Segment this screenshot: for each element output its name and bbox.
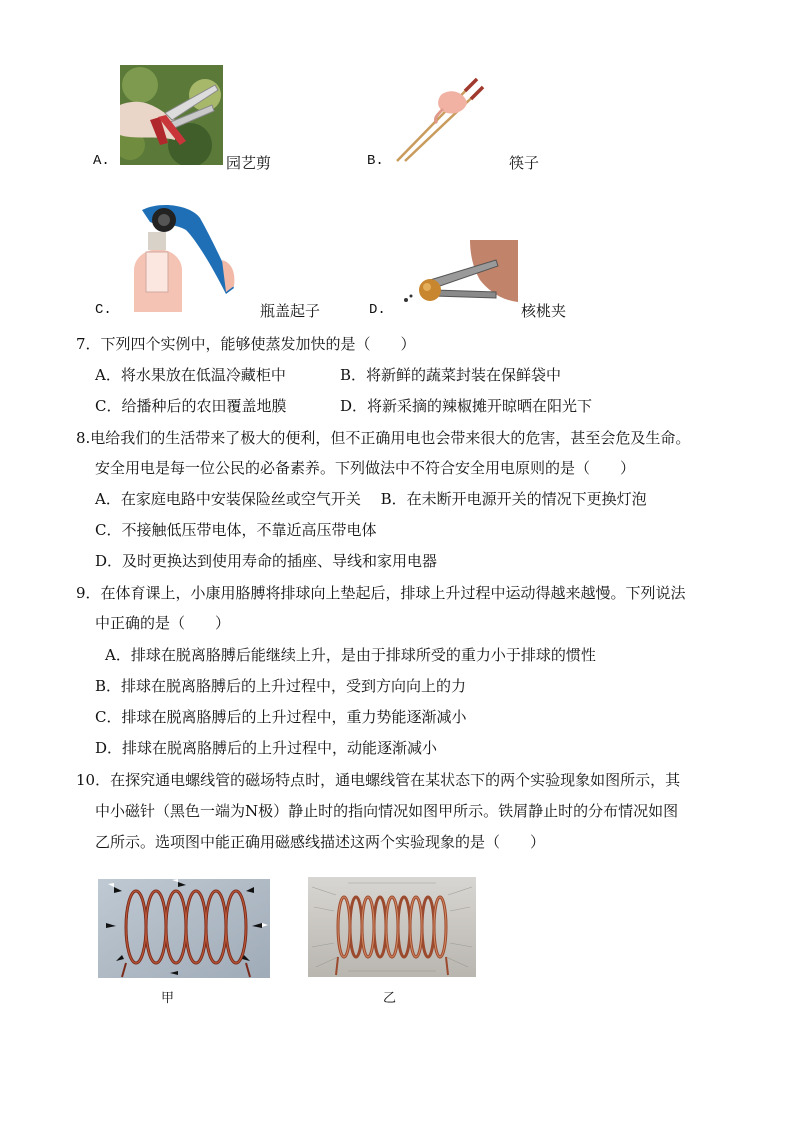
- figure-yi-label: 乙: [383, 991, 397, 1006]
- q7-option-d: D．将新采摘的辣椒摊开晾晒在阳光下: [340, 397, 593, 415]
- q7-option-b: B．将新鲜的蔬菜封装在保鲜袋中: [340, 366, 562, 384]
- chopsticks-image: [393, 73, 485, 163]
- q10-stem-line3: 乙所示。选项图中能正确用磁感线描述这两个实验现象的是（ ）: [95, 833, 546, 851]
- q7-stem: 7．下列四个实例中，能够使蒸发加快的是（ ）: [76, 335, 416, 353]
- nutcracker-image: [400, 240, 518, 308]
- q8-stem-line2: 安全用电是每一位公民的必备素养。下列做法中不符合安全用电原则的是（ ）: [95, 459, 636, 477]
- q7-option-c: C．给播种后的农田覆盖地膜: [95, 397, 287, 415]
- bottle-opener-image: [122, 200, 238, 312]
- q9-option-d: D．排球在脱离胳膊后的上升过程中，动能逐渐减小: [95, 739, 438, 757]
- figure-jia-label: 甲: [161, 991, 175, 1006]
- q9-stem-line2: 中正确的是（ ）: [95, 614, 231, 632]
- option-c-letter: C.: [95, 302, 112, 318]
- option-a-letter: A.: [93, 153, 110, 169]
- option-c-caption: 瓶盖起子: [260, 302, 321, 320]
- garden-shears-image: [120, 65, 223, 165]
- q8-option-d: D．及时更换达到使用寿命的插座、导线和家用电器: [95, 552, 438, 570]
- option-b-caption: 筷子: [509, 154, 540, 172]
- q10-stem-line1: 10．在探究通电螺线管的磁场特点时，通电螺线管在某状态下的两个实验现象如图所示，其: [76, 771, 681, 789]
- q9-option-b: B．排球在脱离胳膊后的上升过程中，受到方向向上的力: [95, 677, 467, 695]
- solenoid-compass-figure: [98, 879, 270, 978]
- q8-stem-line1: 8.电给我们的生活带来了极大的便利，但不正确用电也会带来很大的危害，甚至会危及生命。: [76, 429, 691, 447]
- q7-option-a: A．将水果放在低温冷藏柜中: [95, 366, 286, 384]
- q8-option-ab: A．在家庭电路中安装保险丝或空气开关 B．在未断开电源开关的情况下更换灯泡: [95, 490, 647, 508]
- q10-stem-line2: 中小磁针（黑色一端为N极）静止时的指向情况如图甲所示。铁屑静止时的分布情况如图: [95, 802, 679, 820]
- option-d-letter: D.: [369, 302, 386, 318]
- q9-stem-line1: 9．在体育课上，小康用胳膊将排球向上垫起后，排球上升过程中运动得越来越慢。下列说法: [76, 584, 686, 602]
- solenoid-iron-filings-figure: [308, 877, 476, 977]
- option-d-caption: 核桃夹: [521, 302, 567, 320]
- q9-option-c: C．排球在脱离胳膊后的上升过程中，重力势能逐渐减小: [95, 708, 467, 726]
- q9-option-a: A．排球在脱离胳膊后能继续上升，是由于排球所受的重力小于排球的惯性: [105, 646, 596, 664]
- option-b-letter: B.: [367, 153, 384, 169]
- q8-option-c: C．不接触低压带电体，不靠近高压带电体: [95, 521, 377, 539]
- option-a-caption: 园艺剪: [226, 154, 272, 172]
